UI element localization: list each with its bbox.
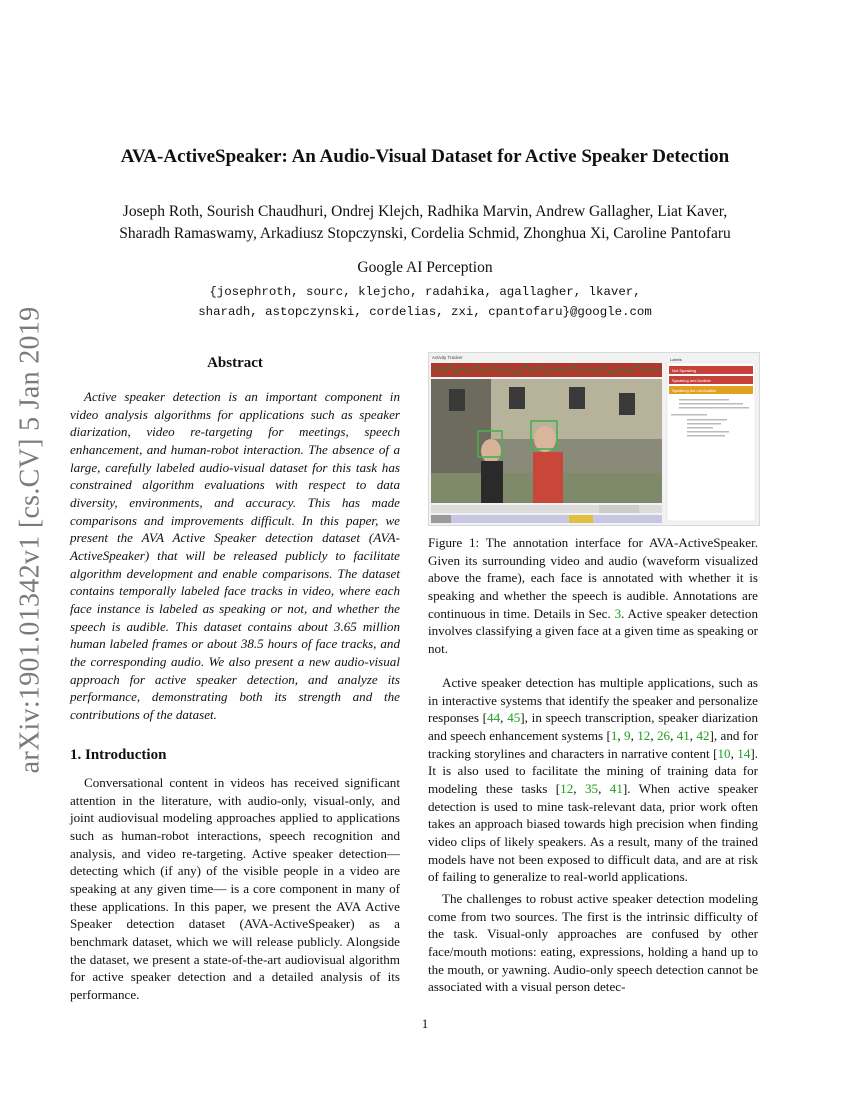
citation-link[interactable]: 44 bbox=[487, 710, 501, 726]
email-line-2: sharadh, astopczynski, cordelias, zxi, cpantofaru}@google.com bbox=[198, 305, 652, 319]
figure-caption-text: Figure 1: The annotation interface for AVA-ActiveSpeaker. Given its surrounding video and audio (waveform visualized above the frame), each face is annotated with whether it is speaking and whether the speech is audible. Annotations are continuous in time. Details in Sec. bbox=[428, 535, 758, 621]
citation-link[interactable]: 35 bbox=[584, 780, 599, 796]
figure-caption bbox=[428, 534, 758, 658]
text-run: , bbox=[598, 780, 610, 796]
right-column bbox=[428, 352, 759, 995]
figure-panel-title: Activity Tracker bbox=[432, 355, 463, 360]
figure-illustration bbox=[429, 353, 759, 525]
legend-item-not-speaking: Not Speaking bbox=[672, 368, 697, 373]
introduction-heading: 1. Introduction bbox=[70, 747, 167, 763]
arxiv-id: arXiv:1901.01342v1 [cs.CV] 5 Jan 2019 bbox=[14, 306, 46, 774]
arxiv-side-stamp bbox=[8, 290, 53, 790]
text-run: , bbox=[650, 727, 657, 743]
text-run: ], in speech transcription, speaker diarization and speech enhancement systems [ bbox=[428, 710, 759, 743]
introduction-text: Conversational content in videos has received significant attention in the literature, with audio-only, visual-only, and joint audiovisual modeling approaches applied to applications such as human-robot interactions, speech recognition and analysis, and video re-targeting. Active speaker detection— detecting which (if any) of the visible people in a video are speaking at any given time— is a core component in many of these applications. In this paper, we present the AVA Active Speaker detection dataset (AVA-ActiveSpeaker) as a benchmark dataset, which we will release publicly. Alongside the dataset, we present a state-of-the-art audiovisual algorithm for active speaker detection and a detailed analysis of its performance. bbox=[70, 775, 400, 1002]
citation-link[interactable]: 42 bbox=[696, 727, 710, 743]
citation-link[interactable]: 45 bbox=[507, 710, 521, 726]
author-list bbox=[70, 201, 780, 245]
text-run: ]. It is also used to facilitate the mining of training data for modeling these tasks [ bbox=[428, 745, 759, 796]
citation-link[interactable]: 12 bbox=[560, 780, 574, 796]
text-run: , bbox=[500, 710, 508, 726]
citation-link[interactable]: 9 bbox=[624, 727, 631, 743]
figure-caption-text-end: . Active speaker detection involves classifying a given face at a given time as speaking or not. bbox=[428, 605, 758, 656]
figure-caption-section-ref[interactable]: 3 bbox=[614, 605, 622, 621]
author-line-2: Sharadh Ramaswamy, Arkadiusz Stopczynski, Cordelia Schmid, Zhonghua Xi, Caroline Pantofaru bbox=[119, 225, 731, 242]
citation-link[interactable]: 26 bbox=[656, 727, 671, 743]
page-number: 1 bbox=[421, 1016, 429, 1031]
citation-link[interactable]: 1 bbox=[610, 727, 618, 743]
text-run: , bbox=[573, 780, 585, 796]
text-run: , bbox=[630, 727, 638, 743]
affiliation: Google AI Perception bbox=[357, 259, 493, 276]
paragraph-challenges: The challenges to robust active speaker detection modeling come from two sources. The first is the intrinsic difficulty of the task. Visual-only approaches are confused by other face/mouth motions: eating, expressions, holding a hand up to the mouth, or yawning. Audio-only speech detection cannot be associated with a visual person detec- bbox=[428, 890, 758, 995]
abstract-heading: Abstract bbox=[207, 355, 263, 371]
email-line-1: {josephroth, sourc, klejcho, radahika, agallagher, lkaver, bbox=[209, 285, 641, 299]
body-text-right bbox=[428, 674, 758, 996]
paragraph-applications bbox=[428, 674, 758, 886]
email-list bbox=[70, 282, 780, 322]
paper-title: AVA-ActiveSpeaker: An Audio-Visual Dataset for Active Speaker Detection bbox=[120, 146, 730, 167]
legend-title: Labels bbox=[670, 357, 682, 362]
text-run: , bbox=[689, 727, 697, 743]
text-run: , bbox=[670, 727, 677, 743]
citation-link[interactable]: 41 bbox=[676, 727, 690, 743]
left-column bbox=[70, 352, 400, 1002]
text-run: ]. When active speaker detection is used to mine task-relevant data, prior work often takes an approach biased towards high precision when finding video clips of likely speakers. As a result, many of the trained models have not been exposed to difficult data, and are at risk of failing to generalize to real-world applications. bbox=[428, 780, 759, 885]
citation-link[interactable]: 41 bbox=[609, 780, 623, 796]
author-line-1: Joseph Roth, Sourish Chaudhuri, Ondrej Klejch, Radhika Marvin, Andrew Gallagher, Liat Kaver, bbox=[122, 203, 728, 220]
abstract-text: Active speaker detection is an important component in video analysis algorithms for applications such as speaker diarization, video re-targeting for meetings, speech enhancement, and human-robot interaction. The absence of a large, carefully labeled audio-visual dataset for this task has constrained algorithm evaluations with respect to data diversity, environments, and accuracy. This has made comparisons and improvements difficult. In this paper, we present the AVA Active Speaker detection dataset (AVA-ActiveSpeaker) that will be released publicly to facilitate algorithm development and enable comparisons. The dataset contains temporally labeled face tracks in video, where each face instance is labeled as speaking or not, and whether the speech is audible. This dataset contains about 3.65 million human labeled frames or about 38.5 hours of face tracks, and the corresponding audio. We also present a new audio-visual approach for active speaker detection, and analyze its performance, demonstrating both its strength and the contributions of the dataset. bbox=[70, 389, 400, 722]
figure-annotation-interface bbox=[428, 352, 760, 526]
text-run: , bbox=[730, 745, 738, 761]
citation-link[interactable]: 12 bbox=[637, 727, 651, 743]
text-run: ], and for tracking storylines and characters in narrative content [ bbox=[428, 727, 759, 761]
text-run: , bbox=[617, 727, 625, 743]
citation-link[interactable]: 14 bbox=[737, 745, 751, 761]
legend-item-speaking-not-audible: Speaking but not Audible bbox=[672, 388, 717, 393]
citation-link[interactable]: 10 bbox=[717, 745, 731, 761]
legend-item-speaking-audible: Speaking and Audible bbox=[672, 378, 711, 383]
text-run: Active speaker detection has multiple applications, such as in interactive systems that identify the speaker and personalize responses [ bbox=[428, 675, 758, 726]
